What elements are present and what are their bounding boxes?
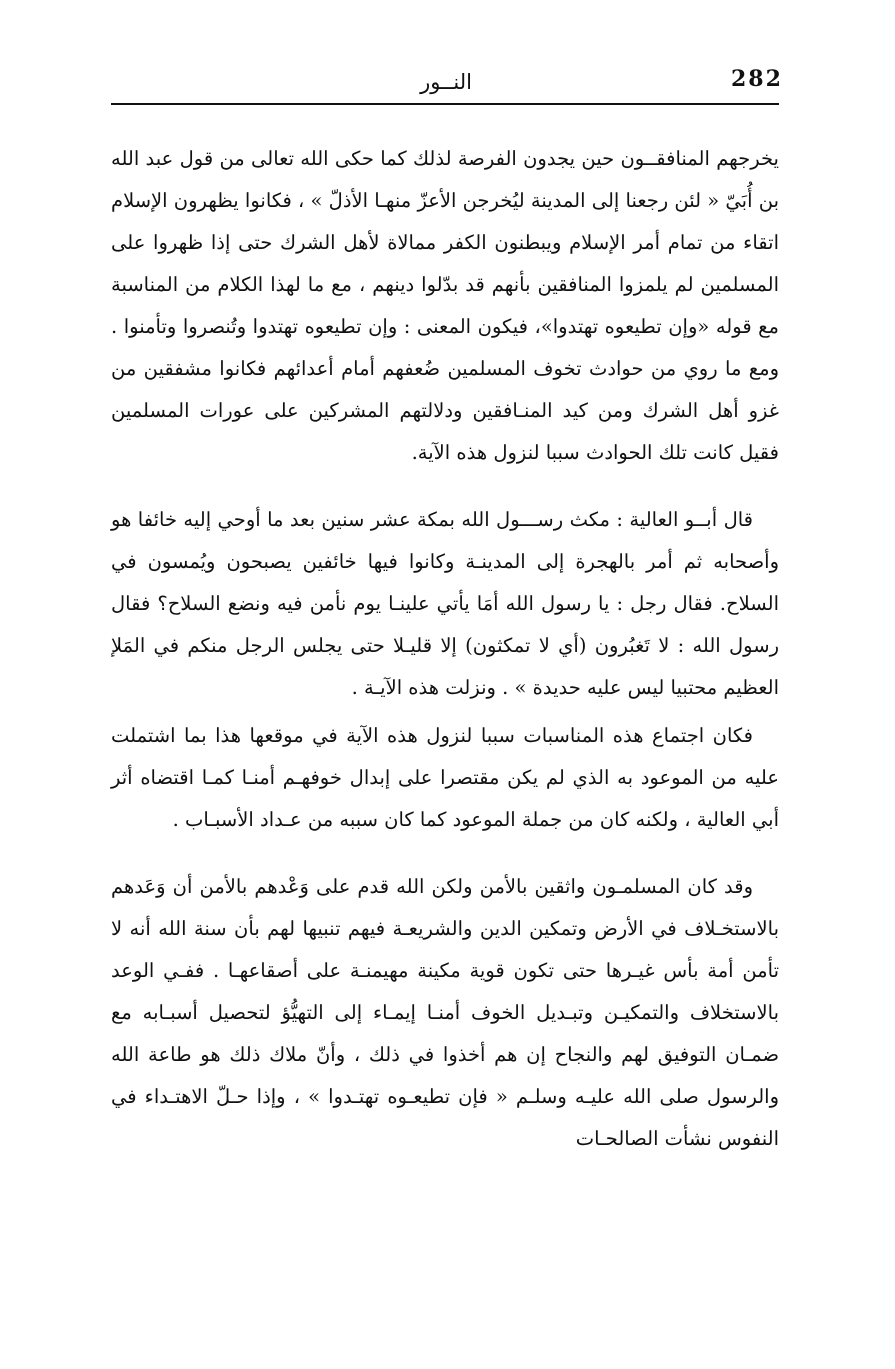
paragraph-1: يخرجهم المنافقــون حين يجدون الفرصة لذلك كما حكى الله تعالى من قول عبد الله بن أُبَيّ « لئن رجعنا إلى المدينة ليُخرجن الأعزّ منهـا الأذلّ » ، فكانوا يظهرون الإسلام اتقاء من تمام أمر الإسلام ويبطنون الكفر ممالاة لأهل الشرك حتى إذا ظهروا على المسلمين لم يلمزوا المنافقين بأنهم قد بدّلوا دينهم ، مع ما لهذا الكلام من المناسبة مع قوله «وإن تطيعوه تهتدوا»، فيكون المعنى : وإن تطيعوه تهتدوا وتُنصروا وتأمنوا . ومع ما روي من حوادث تخوف المسلمين ضُعفهم أمام أعدائهم فكانوا مشفقين من غزو أهل الشرك ومن كيد المنـافقين ودلالتهم المشركين على عورات المسلمين فقيل كانت تلك الحوادث سببا لنزول هذه الآية. [111, 147, 779, 464]
page-number: 282 [731, 66, 783, 92]
running-title: النــور [420, 70, 472, 94]
page-header [111, 62, 783, 102]
page-body [111, 138, 779, 1160]
paragraph-3: فكان اجتماع هذه المناسبات سببا لنزول هذه الآية في موقعها هذا بما اشتملت عليه من الموعود به الذي لم يكن مقتصرا على إبدال خوفهـم أمنـا كمـا اقتضاه أثر أبي العالية ، ولكنه كان من جملة الموعود كما كان سببه من عـداد الأسبـاب . [111, 724, 779, 831]
paragraph-2: قال أبــو العالية : مكث رســـول الله بمكة عشر سنين بعد ما أوحي إليه خائفا هو وأصحابه ثم أمر بالهجرة إلى المدينـة وكانوا فيها خائفين يصبحون ويُمسون في السلاح. فقال رجل : يا رسول الله أمَا يأتي علينـا يوم نأمن فيه ونضع السلاح؟ فقال رسول الله : لا تَغبُرون (أي لا تمكثون) إلا قليـلا حتى يجلس الرجل منكم في المَلإ العظيم محتبيا ليس عليه حديدة » . ونزلت هذه الآيـة . [111, 508, 779, 699]
paragraph-4: وقد كان المسلمـون واثقين بالأمن ولكن الله قدم على وَعْدهم بالأمن أن وَعَدهم بالاستخـلاف في الأرض وتمكين الدين والشريعـة فيهم تنبيها لهم بأن سنة الله أنه لا تأمن أمة بأس غيـرها حتى تكون قوية مكينة مهيمنـة على أصقاعهـا . ففـي الوعد بالاستخلاف والتمكيـن وتبـديل الخوف أمنـا إيمـاء إلى التهيُّؤ لتحصيل أسبـابه مع ضمـان التوفيق لهم والنجاح إن هم أخذوا في ذلك ، وأنّ ملاك ذلك هو طاعة الله والرسول صلى الله عليـه وسلـم « فإن تطيعـوه تهتـدوا » ، وإذا حـلّ الاهتـداء في النفوس نشأت الصالحـات [111, 875, 779, 1150]
header-rule [111, 103, 779, 105]
